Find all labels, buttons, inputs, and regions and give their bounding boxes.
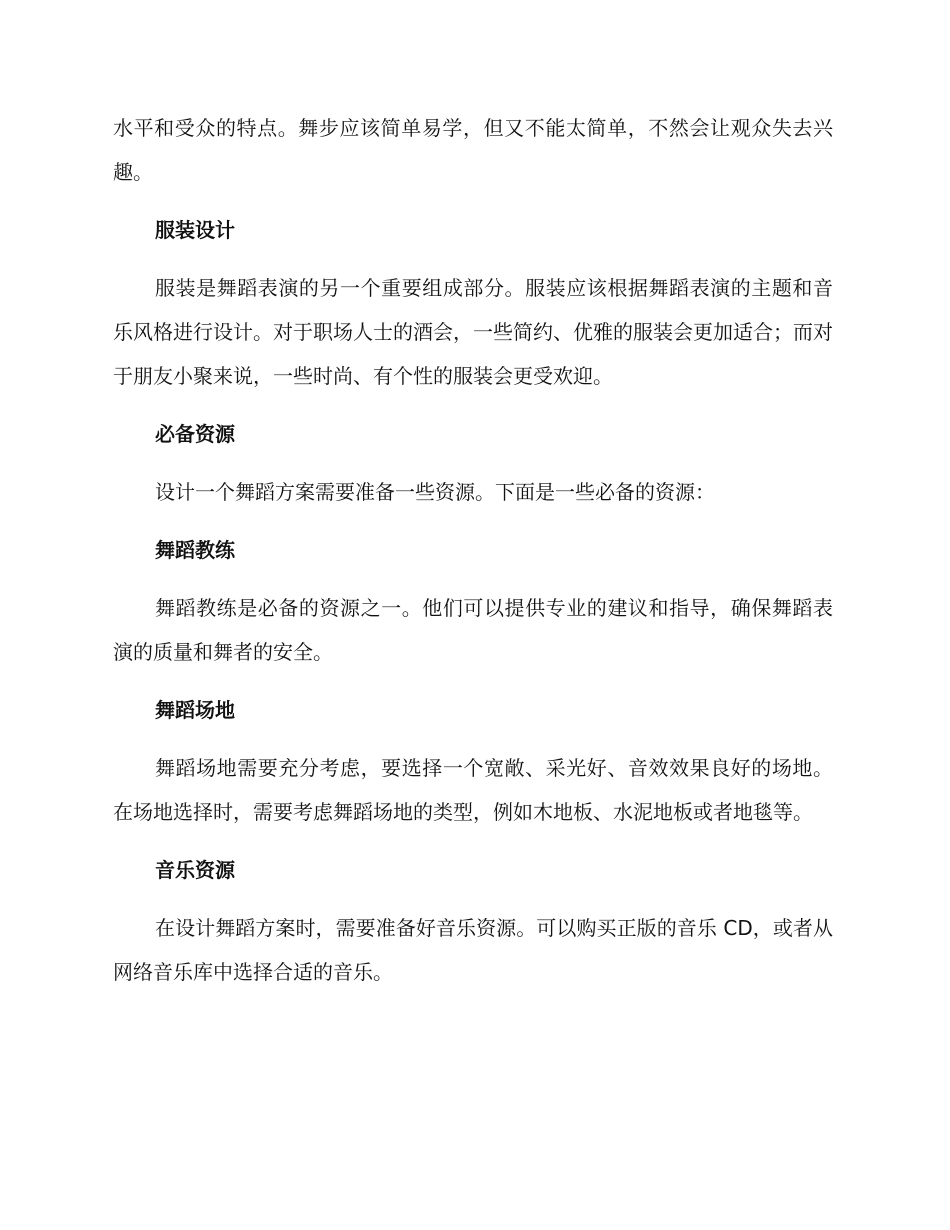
spacer	[113, 834, 833, 848]
spacer	[113, 398, 833, 412]
spacer	[113, 194, 833, 208]
document-page	[113, 106, 833, 994]
paragraph-dance-coach: 舞蹈教练是必备的资源之一。他们可以提供专业的建议和指导，确保舞蹈表演的质量和舞者的安全。	[113, 596, 833, 664]
paragraph-required-resources: 设计一个舞蹈方案需要准备一些资源。下面是一些必备的资源：	[155, 480, 715, 504]
spacer	[113, 456, 833, 470]
heading-dance-venue: 舞蹈场地	[155, 698, 235, 722]
heading-dance-coach: 舞蹈教练	[155, 538, 235, 562]
heading-required-resources: 必备资源	[155, 422, 235, 446]
spacer	[113, 674, 833, 688]
spacer	[113, 252, 833, 266]
heading-music-resources: 音乐资源	[155, 858, 235, 882]
paragraph-music-resources: 在设计舞蹈方案时，需要准备好音乐资源。可以购买正版的音乐 CD，或者从网络音乐库中选择合适的音乐。	[113, 916, 833, 984]
spacer	[113, 892, 833, 906]
paragraph-dance-venue: 舞蹈场地需要充分考虑，要选择一个宽敞、采光好、音效效果良好的场地。在场地选择时，需要考虑舞蹈场地的类型，例如木地板、水泥地板或者地毯等。	[113, 756, 833, 824]
spacer	[113, 514, 833, 528]
paragraph-audience-level: 水平和受众的特点。舞步应该简单易学，但又不能太简单，不然会让观众失去兴趣。	[113, 116, 833, 184]
paragraph-costume-design: 服装是舞蹈表演的另一个重要组成部分。服装应该根据舞蹈表演的主题和音乐风格进行设计。对于职场人士的酒会，一些简约、优雅的服装会更加适合；而对于朋友小聚来说，一些时尚、有个性的服装会更受欢迎。	[113, 276, 833, 388]
spacer	[113, 732, 833, 746]
heading-costume-design: 服装设计	[155, 218, 235, 242]
spacer	[113, 572, 833, 586]
